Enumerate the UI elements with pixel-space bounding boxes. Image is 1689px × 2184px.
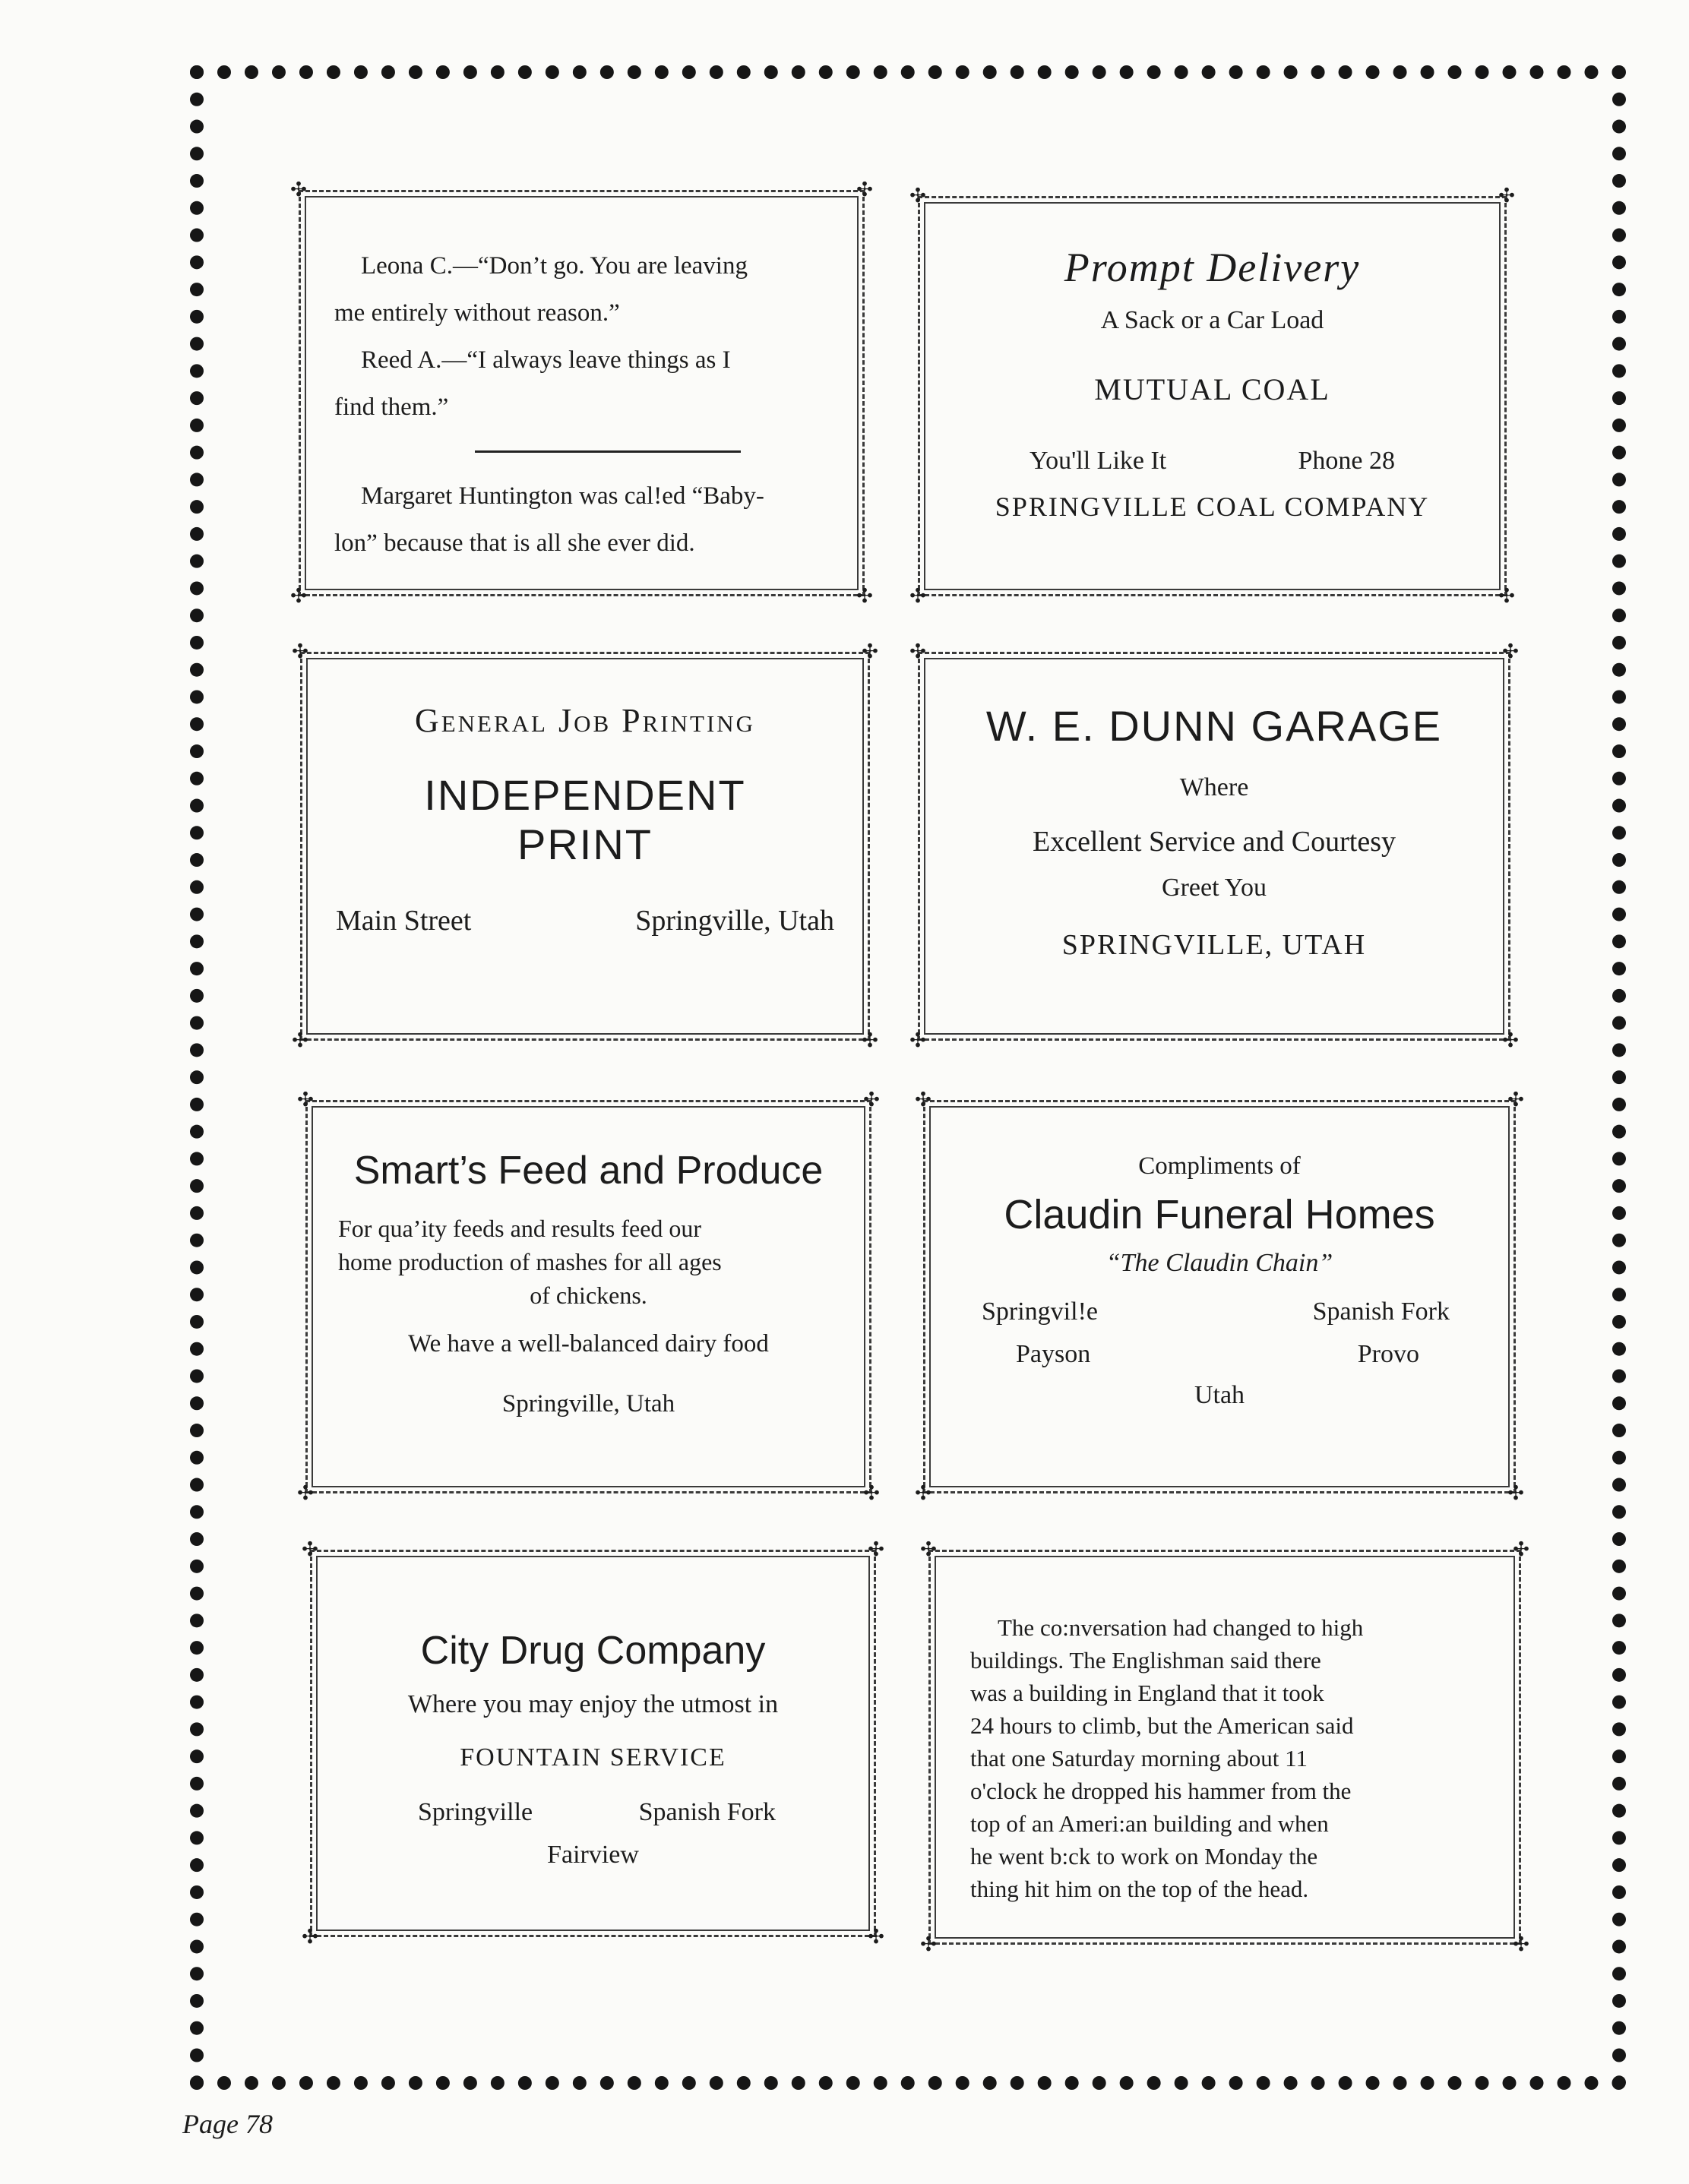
cross-ornament-icon: ✣ <box>1507 1482 1524 1505</box>
cross-ornament-icon: ✣ <box>909 185 926 207</box>
cross-ornament-icon: ✣ <box>1513 1538 1529 1561</box>
cross-ornament-icon: ✣ <box>915 1482 931 1505</box>
ad-line: Greet You <box>1162 874 1267 902</box>
cross-ornament-icon: ✣ <box>909 585 926 608</box>
cross-ornament-icon: ✣ <box>297 1482 314 1505</box>
cross-ornament-icon: ✣ <box>868 1926 884 1949</box>
cross-ornament-icon: ✣ <box>1513 1933 1529 1956</box>
ad-name-line2: PRINT <box>517 820 653 868</box>
ad-location: Spanish Fork <box>638 1798 776 1826</box>
ad-brand: MUTUAL COAL <box>1094 372 1330 406</box>
cross-ornament-icon: ✣ <box>856 585 873 608</box>
joke-line: that one Saturday morning about 11 <box>970 1745 1308 1772</box>
divider <box>475 450 741 453</box>
ad-title: Claudin Funeral Homes <box>1004 1192 1435 1237</box>
ad-location: Provo <box>1357 1340 1419 1368</box>
ad-city: Springville, Utah <box>635 905 834 937</box>
ad-name-line1: INDEPENDENT <box>424 771 746 819</box>
ad-title: W. E. DUNN GARAGE <box>985 702 1443 750</box>
cross-ornament-icon: ✣ <box>1498 585 1515 608</box>
joke-line: thing hit him on the top of the head. <box>970 1876 1309 1902</box>
cross-ornament-icon: ✣ <box>302 1926 318 1949</box>
ad-city: Springville, Utah <box>501 1390 675 1418</box>
ad-street: Main Street <box>336 905 472 937</box>
joke-line: Margaret Huntington was cal!ed “Baby- <box>361 482 764 510</box>
ad-line: home production of mashes for all ages <box>338 1248 722 1275</box>
ad-smarts-feed <box>297 1089 880 1505</box>
ad-location: Payson <box>1016 1340 1091 1368</box>
ad-location: Springvil!e <box>982 1297 1098 1326</box>
joke-line: Leona C.—“Don’t go. You are leaving <box>361 252 748 280</box>
ad-slogan: You'll Like It <box>1030 447 1167 475</box>
ad-jokes-leona-reed <box>290 179 873 608</box>
ad-title: Smart’s Feed and Produce <box>353 1149 824 1193</box>
cross-ornament-icon: ✣ <box>292 640 308 663</box>
cross-ornament-icon: ✣ <box>920 1933 937 1956</box>
ad-joke-skyscraper <box>920 1538 1529 1956</box>
cross-ornament-icon: ✣ <box>290 179 307 201</box>
cross-ornament-icon: ✣ <box>920 1538 937 1561</box>
ad-heading: General Job Printing <box>414 702 756 739</box>
cross-ornament-icon: ✣ <box>297 1089 314 1111</box>
joke-line: buildings. The Englishman said there <box>970 1647 1321 1674</box>
cross-ornament-icon: ✣ <box>909 1029 926 1052</box>
cross-ornament-icon: ✣ <box>1502 1029 1519 1052</box>
cross-ornament-icon: ✣ <box>915 1089 931 1111</box>
joke-line: lon” because that is all she ever did. <box>334 529 695 557</box>
cross-ornament-icon: ✣ <box>868 1538 884 1561</box>
joke-line: Reed A.—“I always leave things as I <box>361 346 731 374</box>
ad-independent-print <box>292 640 878 1052</box>
ad-line: of chickens. <box>530 1282 647 1309</box>
joke-line: was a building in England that it took <box>970 1680 1324 1706</box>
ad-location: Fairview <box>547 1841 639 1869</box>
ad-company: SPRINGVILLE COAL COMPANY <box>995 491 1430 522</box>
joke-line: find them.” <box>334 393 449 421</box>
joke-line: The co:nversation had changed to high <box>998 1614 1364 1641</box>
ad-city: SPRINGVILLE, UTAH <box>1061 929 1367 961</box>
cross-ornament-icon: ✣ <box>863 1482 880 1505</box>
ad-tagline: “The Claudin Chain” <box>1105 1249 1333 1277</box>
ad-claudin-funeral <box>915 1089 1524 1505</box>
ad-title: City Drug Company <box>420 1629 766 1673</box>
ad-line: Excellent Service and Courtesy <box>1032 826 1396 858</box>
ad-city-drug <box>302 1538 884 1949</box>
ad-location: Spanish Fork <box>1312 1297 1450 1326</box>
joke-line: top of an Ameri:an building and when <box>970 1810 1329 1837</box>
ad-line: Where <box>1179 773 1249 801</box>
cross-ornament-icon: ✣ <box>292 1029 308 1052</box>
ad-dunn-garage <box>909 640 1519 1052</box>
ad-mutual-coal <box>909 185 1515 608</box>
joke-line: me entirely without reason.” <box>334 299 620 327</box>
cross-ornament-icon: ✣ <box>862 1029 878 1052</box>
ad-phone: Phone 28 <box>1298 447 1395 475</box>
cross-ornament-icon: ✣ <box>863 1089 880 1111</box>
cross-ornament-icon: ✣ <box>302 1538 318 1561</box>
ad-title: Prompt Delivery <box>1064 245 1361 290</box>
ad-line: For qua’ity feeds and results feed our <box>338 1215 702 1242</box>
cross-ornament-icon: ✣ <box>909 640 926 663</box>
page-number: Page 78 <box>182 2109 273 2139</box>
ad-state: Utah <box>1194 1381 1245 1409</box>
ad-line: We have a well-balanced dairy food <box>408 1330 769 1357</box>
cross-ornament-icon: ✣ <box>856 179 873 201</box>
cross-ornament-icon: ✣ <box>1502 640 1519 663</box>
cross-ornament-icon: ✣ <box>290 585 307 608</box>
cross-ornament-icon: ✣ <box>862 640 878 663</box>
joke-line: 24 hours to climb, but the American said <box>970 1712 1354 1739</box>
joke-line: o'clock he dropped his hammer from the <box>970 1778 1352 1804</box>
ad-pre: Compliments of <box>1138 1152 1301 1180</box>
ad-location: Springville <box>418 1798 533 1826</box>
joke-line: he went b:ck to work on Monday the <box>970 1843 1318 1870</box>
cross-ornament-icon: ✣ <box>1507 1089 1524 1111</box>
ad-line: Where you may enjoy the utmost in <box>407 1690 779 1718</box>
ad-tagline: A Sack or a Car Load <box>1100 306 1324 334</box>
cross-ornament-icon: ✣ <box>1498 185 1515 207</box>
ad-line: FOUNTAIN SERVICE <box>460 1743 726 1772</box>
